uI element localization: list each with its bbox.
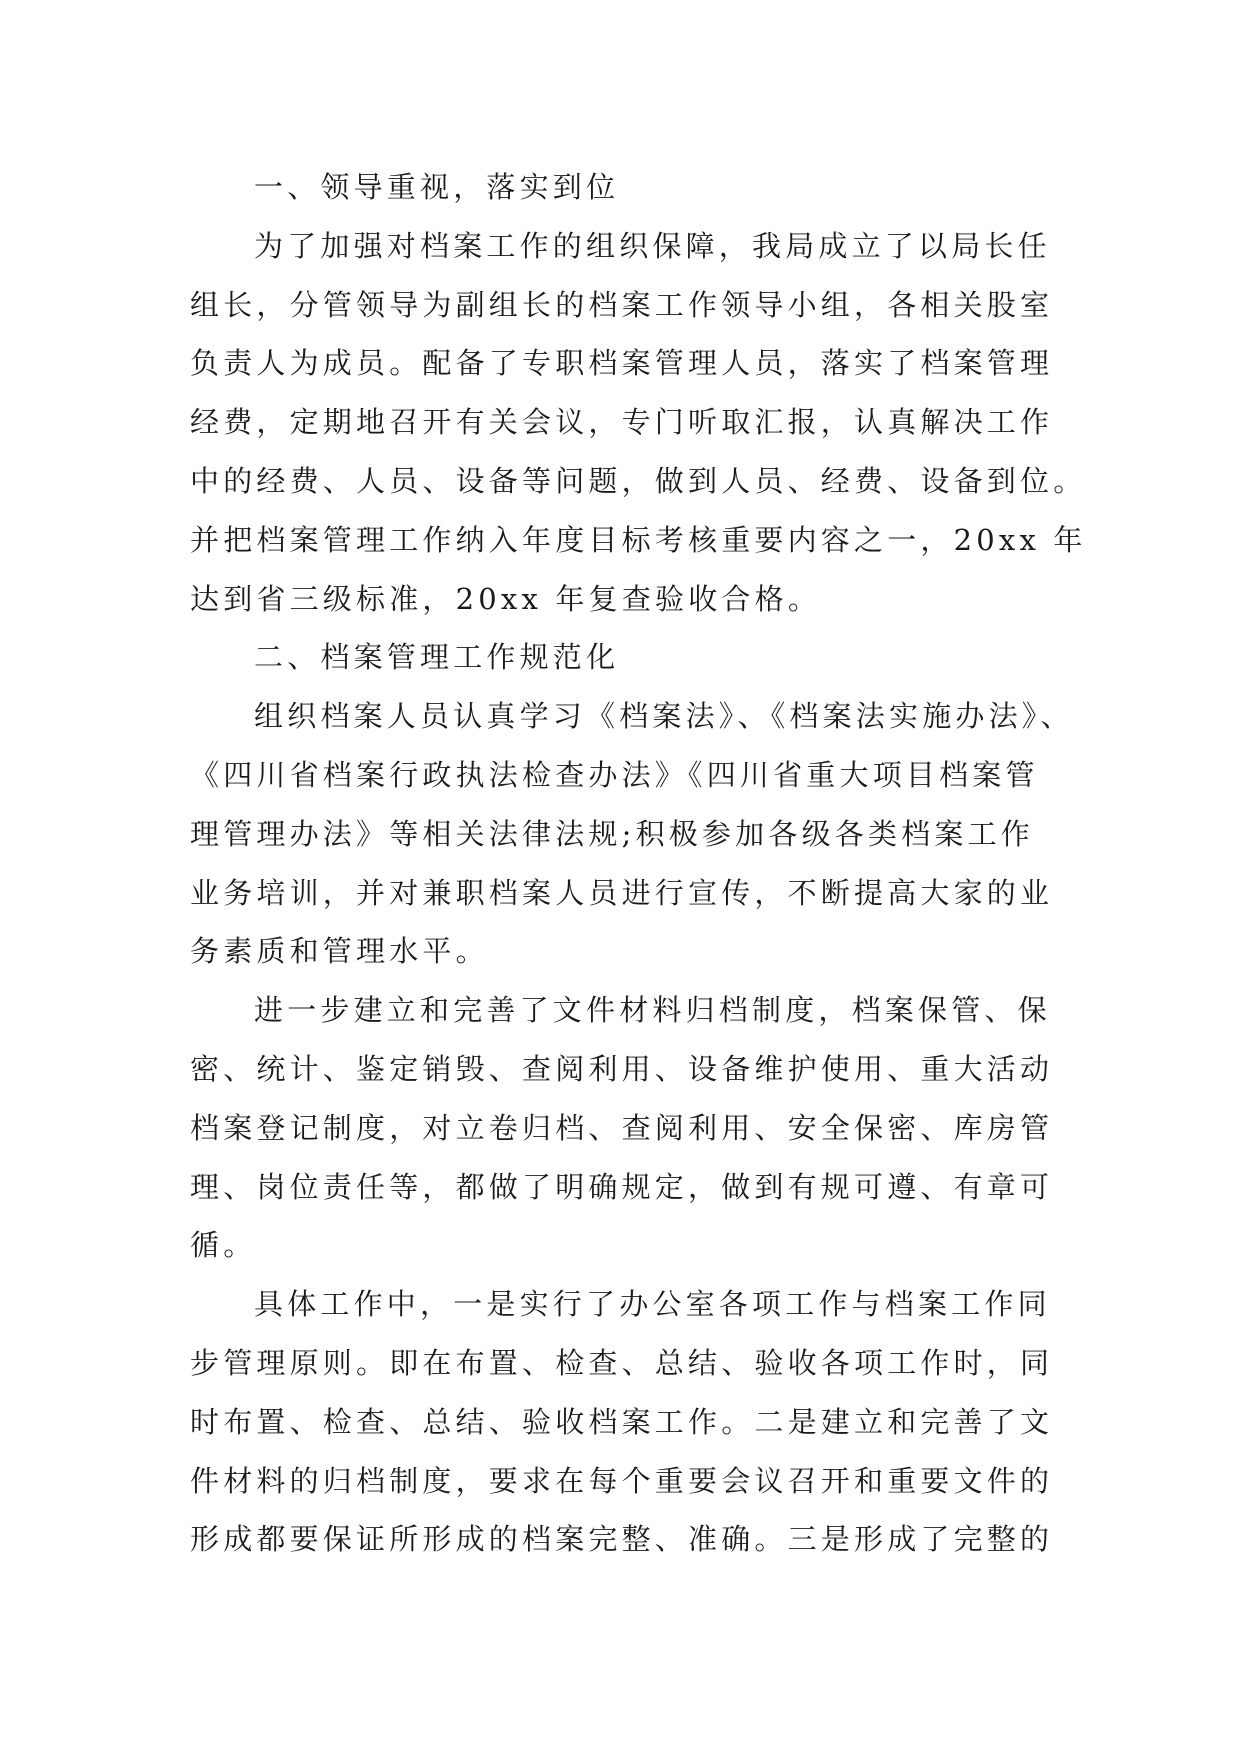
- paragraph-line: 中的经费、人员、设备等问题，做到人员、经费、设备到位。: [190, 463, 1087, 498]
- paragraph-line: 具体工作中，一是实行了办公室各项工作与档案工作同: [254, 1287, 1051, 1322]
- paragraph-line: 理管理办法》等相关法律法规;积极参加各级各类档案工作: [190, 816, 1034, 851]
- paragraph-line: 组织档案人员认真学习《档案法》、《档案法实施办法》、: [254, 699, 1074, 734]
- paragraph-line: 组长，分管领导为副组长的档案工作领导小组，各相关股室: [190, 287, 1054, 322]
- paragraph-line: 循。: [190, 1228, 257, 1263]
- paragraph-line: 并把档案管理工作纳入年度目标考核重要内容之一，20xx 年: [190, 522, 1087, 557]
- section-heading-2: 二、档案管理工作规范化: [254, 640, 620, 675]
- paragraph-line: 时布置、检查、总结、验收档案工作。二是建立和完善了文: [190, 1404, 1054, 1439]
- paragraph-line: 形成都要保证所形成的档案完整、准确。三是形成了完整的: [190, 1522, 1054, 1557]
- paragraph-line: 《四川省档案行政执法检查办法》《四川省重大项目档案管: [190, 757, 1039, 792]
- paragraph-line: 为了加强对档案工作的组织保障，我局成立了以局长任: [254, 228, 1051, 263]
- document-body: [190, 158, 1087, 1569]
- paragraph-line: 进一步建立和完善了文件材料归档制度，档案保管、保: [254, 993, 1051, 1028]
- paragraph-line: 步管理原则。即在布置、检查、总结、验收各项工作时，同: [190, 1345, 1054, 1380]
- paragraph-line: 件材料的归档制度，要求在每个重要会议召开和重要文件的: [190, 1463, 1054, 1498]
- paragraph-line: 负责人为成员。配备了专职档案管理人员，落实了档案管理: [190, 346, 1054, 381]
- paragraph-line: 理、岗位责任等，都做了明确规定，做到有规可遵、有章可: [190, 1169, 1054, 1204]
- section-heading-1: 一、领导重视，落实到位: [254, 170, 620, 204]
- paragraph-line: 密、统计、鉴定销毁、查阅利用、设备维护使用、重大活动: [190, 1051, 1054, 1086]
- paragraph-line: 经费，定期地召开有关会议，专门听取汇报，认真解决工作: [190, 405, 1054, 440]
- paragraph-line: 业务培训，并对兼职档案人员进行宣传，不断提高大家的业: [190, 875, 1054, 910]
- paragraph-line: 务素质和管理水平。: [190, 934, 489, 969]
- paragraph-line: 达到省三级标准，20xx 年复查验收合格。: [190, 581, 822, 616]
- paragraph-line: 档案登记制度，对立卷归档、查阅利用、安全保密、库房管: [190, 1110, 1054, 1145]
